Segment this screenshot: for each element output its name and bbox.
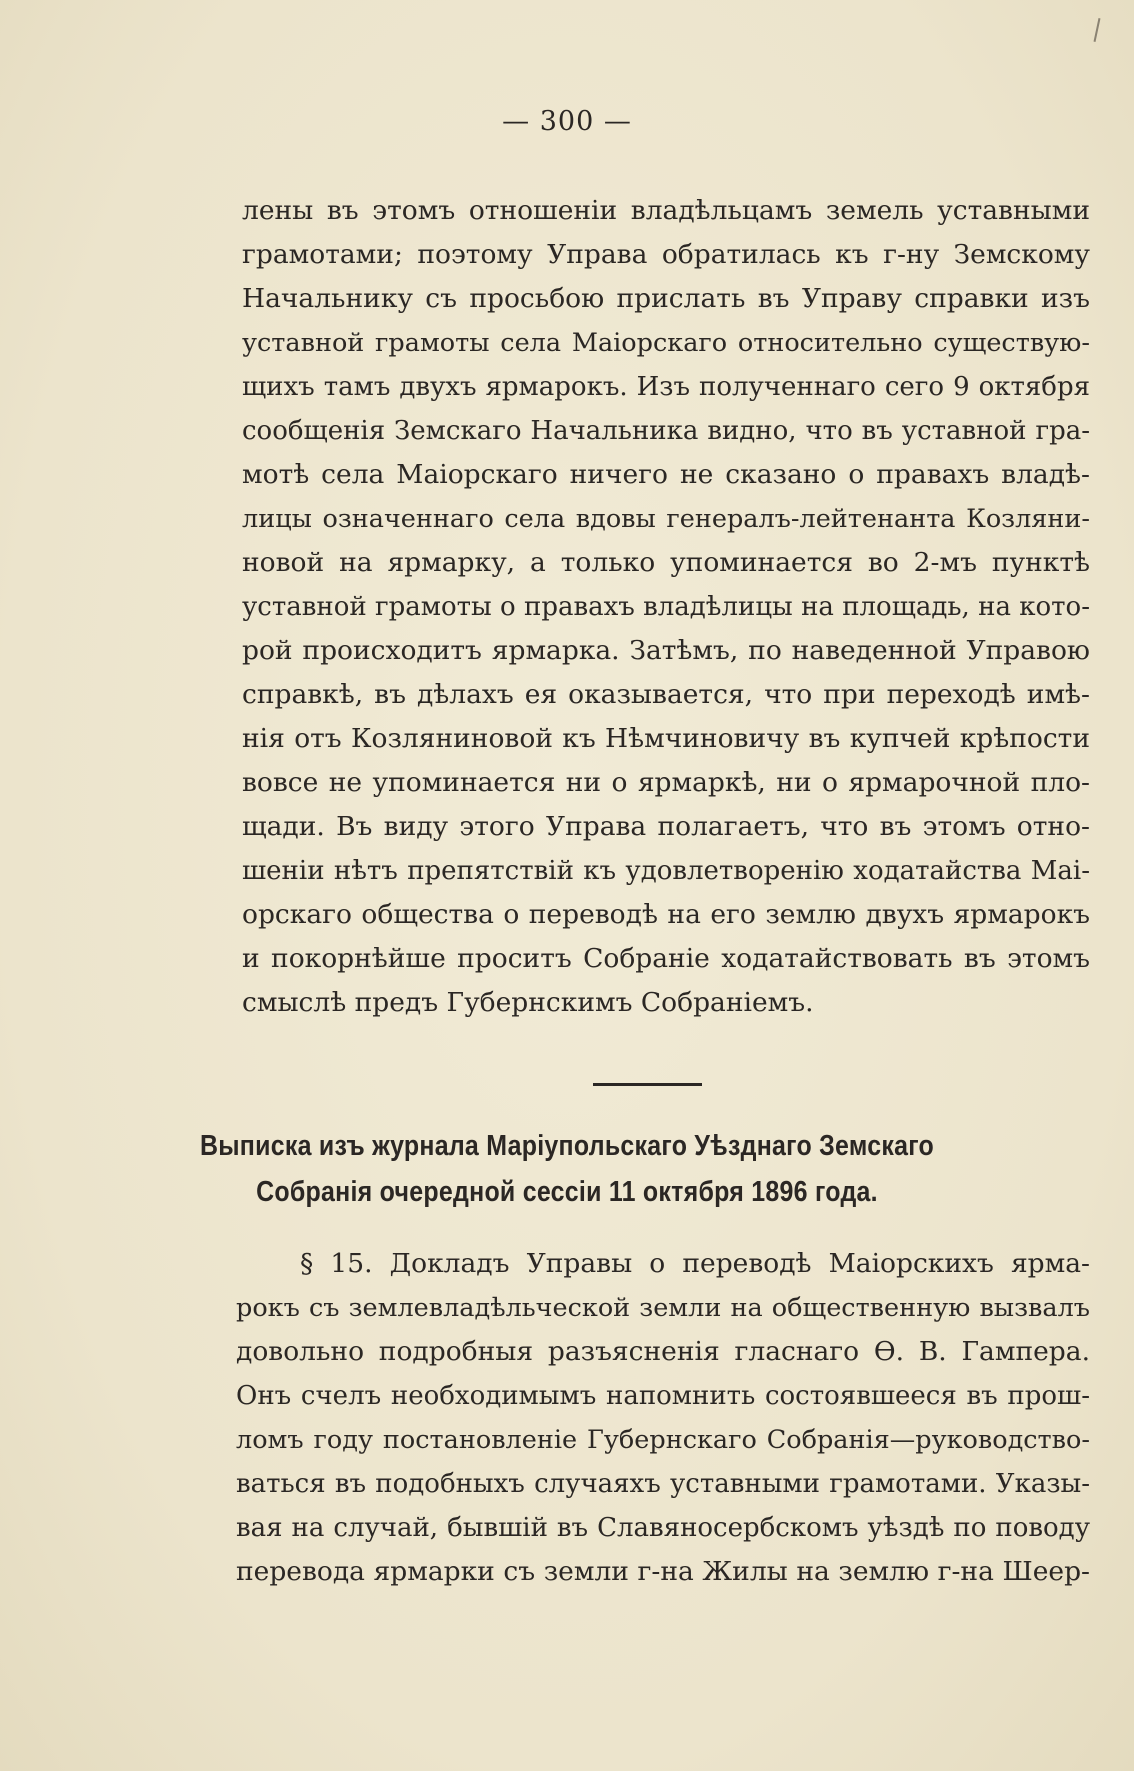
text-line: Онъ счелъ необходимымъ напомнить состоявшееся въ прош- bbox=[236, 1381, 1090, 1411]
text-line: ваться въ подобныхъ случаяхъ уставными грамотами. Указы- bbox=[236, 1469, 1090, 1499]
text-line: справкѣ, въ дѣлахъ ея оказывается, что при переходѣ имѣ- bbox=[242, 679, 1090, 710]
text-line: смыслѣ предъ Губернскимъ Собраніемъ. bbox=[242, 987, 814, 1018]
text-line: щихъ тамъ двухъ ярмарокъ. Изъ полученнаго сего 9 октября bbox=[242, 372, 1090, 402]
text-line: шеніи нѣтъ препятствій къ удовлетворенію ходатайства Маі- bbox=[242, 856, 1090, 886]
text-line: вая на случай, бывшій въ Славяносербскомъ уѣздѣ по поводу bbox=[236, 1513, 1090, 1543]
text-line: нія отъ Козляниновой къ Нѣмчиновичу въ купчей крѣпости bbox=[242, 723, 1090, 754]
paragraph-report-continuation bbox=[242, 189, 1090, 1025]
text-line: рой происходитъ ярмарка. Затѣмъ, по наведенной Управою bbox=[242, 635, 1090, 666]
section-divider bbox=[593, 1083, 702, 1086]
paragraph-journal-extract bbox=[236, 1242, 1090, 1594]
margin-mark bbox=[1094, 18, 1101, 42]
page-number: — 300 — bbox=[502, 106, 632, 137]
text-line: лицы означеннаго села вдовы генералъ-лейтенанта Козляни- bbox=[242, 504, 1090, 534]
text-line: сообщенія Земскаго Начальника видно, что въ уставной гра- bbox=[242, 416, 1090, 446]
text-line: довольно подробныя разъясненія гласнаго Ѳ. В. Гампера. bbox=[236, 1336, 1090, 1367]
text-line: мотѣ села Маіорскаго ничего не сказано о правахъ владѣ- bbox=[242, 459, 1090, 490]
text-line: вовсе не упоминается ни о ярмаркѣ, ни о ярмарочной пло- bbox=[242, 767, 1090, 798]
text-line: щади. Въ виду этого Управа полагаетъ, что въ этомъ отно- bbox=[242, 811, 1090, 842]
text-line: уставной грамоты села Маіорскаго относительно существую- bbox=[242, 328, 1090, 358]
text-line: ломъ году постановленіе Губернскаго Собранія—руководство- bbox=[236, 1425, 1090, 1455]
section-heading-line-1: Выписка изъ журнала Маріупольскаго Уѣзднаго Земскаго bbox=[199, 1130, 935, 1162]
text-line: грамотами; поэтому Управа обратилась къ г-ну Земскому bbox=[242, 239, 1090, 270]
text-line: рокъ съ землевладѣльческой земли на общественную вызвалъ bbox=[236, 1293, 1090, 1323]
text-line: § 15. Докладъ Управы о переводѣ Маіорскихъ ярма- bbox=[300, 1248, 1090, 1279]
text-line: уставной грамоты о правахъ владѣлицы на площадь, на кото- bbox=[242, 592, 1090, 622]
text-line: Начальнику съ просьбою прислать въ Управу справки изъ bbox=[242, 283, 1090, 314]
text-line: орскаго общества о переводѣ на его землю двухъ ярмарокъ bbox=[242, 899, 1090, 930]
text-line: лены въ этомъ отношеніи владѣльцамъ земель уставными bbox=[242, 195, 1090, 226]
text-line: перевода ярмарки съ земли г-на Жилы на землю г-на Шеер- bbox=[236, 1556, 1090, 1587]
section-heading-line-2: Собранія очередной сессіи 11 октября 1896 года. bbox=[256, 1176, 878, 1208]
text-line: новой на ярмарку, а только упоминается во 2-мъ пунктѣ bbox=[242, 547, 1090, 578]
text-line: и покорнѣйше проситъ Собраніе ходатайствовать въ этомъ bbox=[242, 943, 1090, 974]
